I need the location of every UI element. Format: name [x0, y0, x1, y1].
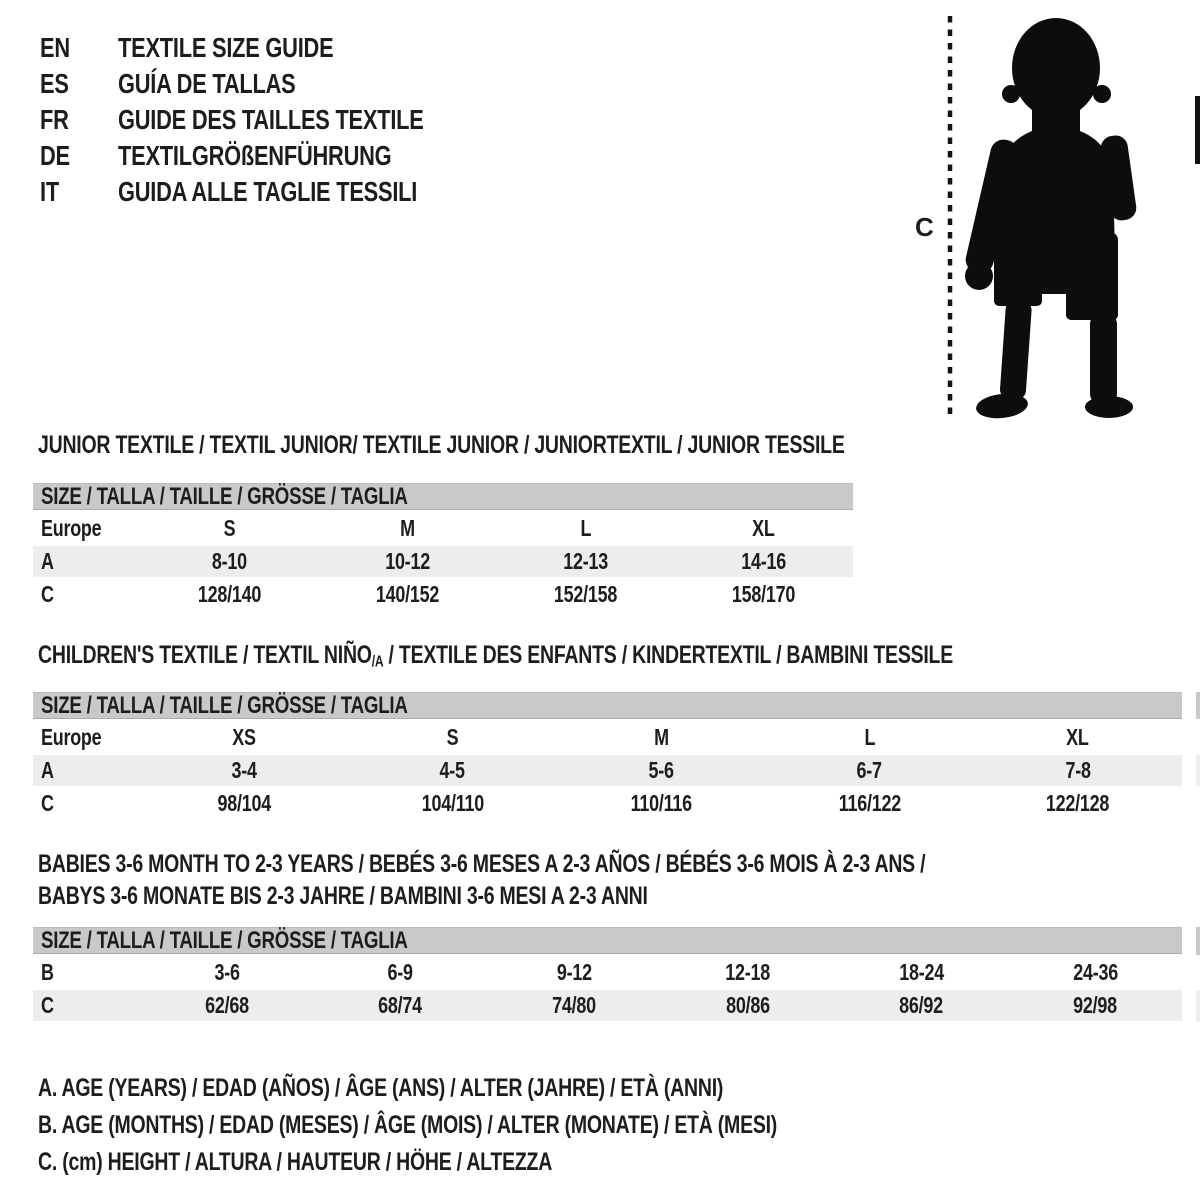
months-cell: 6-9 [387, 958, 414, 985]
size-cell: XL [752, 514, 776, 541]
dashed-height-line [946, 16, 954, 418]
row-label: C [41, 992, 54, 1018]
size-cell: S [446, 723, 459, 750]
height-cell: 116/122 [838, 790, 901, 816]
row-label: Europe [41, 723, 102, 750]
lang-row-en [40, 30, 510, 66]
height-cell: 86/92 [899, 992, 944, 1018]
height-cell: 80/86 [725, 992, 770, 1018]
edge-mark-black [1195, 96, 1200, 164]
lang-row-de [40, 138, 510, 174]
size-cell: XL [1066, 723, 1090, 750]
edge-mark-light [1196, 991, 1200, 1022]
junior-size-table [33, 483, 853, 612]
height-cell: 74/80 [552, 992, 597, 1018]
footnote-b: B. AGE (MONTHS) / EDAD (MESES) / ÂGE (MOIS) / ALTER (MONATE) / ETÀ (MESI) [38, 1111, 778, 1139]
lang-code: EN [40, 32, 70, 63]
row-label: C [41, 790, 54, 816]
height-cell: 128/140 [197, 581, 261, 607]
lang-title: TEXTILGRÖßENFÜHRUNG [118, 140, 392, 171]
junior-section-title: JUNIOR TEXTILE / TEXTIL JUNIOR/ TEXTILE JUNIOR / JUNIORTEXTIL / JUNIOR TESSILE [38, 431, 845, 459]
height-cell: 140/152 [375, 581, 439, 607]
babies-size-table [33, 927, 1182, 1021]
size-header-bar: SIZE / TALLA / TAILLE / GRÖSSE / TAGLIA [33, 483, 853, 510]
age-cell: 6-7 [856, 757, 883, 783]
table-row-a [33, 546, 853, 577]
table-row-a [33, 755, 1182, 786]
children-section-title: CHILDREN'S TEXTILE / TEXTIL $NIÑO_{/A}$ / TEXTILE DES ENFANTS / KINDERTEXTIL / BAMBINI TESSILE [38, 641, 954, 671]
lang-row-it [40, 174, 510, 210]
row-label: A [41, 757, 54, 783]
size-cell: M [653, 723, 669, 750]
age-cell: 3-4 [231, 757, 257, 783]
size-header-bar: SIZE / TALLA / TAILLE / GRÖSSE / TAGLIA [33, 692, 1182, 719]
lang-code: FR [40, 104, 69, 135]
lang-title: GUIDA ALLE TAGLIE TESSILI [118, 176, 418, 207]
months-cell: 9-12 [556, 958, 592, 985]
lang-code: ES [40, 68, 69, 99]
height-cell: 110/116 [630, 790, 692, 816]
height-cell: 92/98 [1073, 992, 1118, 1018]
size-cell: S [223, 514, 235, 541]
size-cell: L [580, 514, 591, 541]
size-cell: M [400, 514, 415, 541]
age-cell: 14-16 [741, 548, 787, 574]
row-label: B [41, 958, 54, 985]
height-cell: 158/170 [732, 581, 796, 607]
height-cell: 98/104 [217, 790, 271, 816]
footnotes [38, 1070, 986, 1181]
children-size-table [33, 692, 1182, 821]
row-label: C [41, 581, 54, 607]
table-row-europe [33, 719, 1182, 755]
table-row-c [33, 786, 1182, 821]
row-label: Europe [41, 514, 102, 541]
height-cell: 152/158 [554, 581, 618, 607]
age-cell: 7-8 [1065, 757, 1091, 783]
lang-row-es [40, 66, 510, 102]
row-label: A [41, 548, 54, 574]
lang-row-fr [40, 102, 510, 138]
height-cell: 104/110 [421, 790, 484, 816]
size-header-bar: SIZE / TALLA / TAILLE / GRÖSSE / TAGLIA [33, 927, 1182, 954]
edge-mark-light [1196, 755, 1200, 786]
age-cell: 12-13 [563, 548, 608, 574]
lang-code: DE [40, 140, 70, 171]
table-row-c [33, 990, 1182, 1021]
table-row-europe [33, 510, 853, 546]
table-row-b [33, 954, 1182, 990]
months-cell: 3-6 [214, 958, 240, 985]
height-cell: 122/128 [1046, 790, 1110, 816]
lang-title: GUÍA DE TALLAS [118, 68, 296, 99]
edge-mark-gray [1196, 927, 1200, 955]
lang-code: IT [40, 176, 59, 207]
height-cell: 68/74 [378, 992, 423, 1018]
age-cell: 5-6 [648, 757, 674, 783]
height-cell: 62/68 [204, 992, 249, 1018]
size-cell: L [864, 723, 875, 750]
language-header [40, 30, 510, 210]
footnote-c: C. (cm) HEIGHT / ALTURA / HAUTEUR / HÖHE / ALTEZZA [38, 1148, 553, 1176]
table-row-c [33, 577, 853, 612]
age-cell: 10-12 [385, 548, 430, 574]
age-cell: 4-5 [439, 757, 466, 783]
nino-a-subscript: /A [371, 653, 384, 671]
size-cell: XS [232, 723, 256, 750]
edge-mark-gray [1196, 692, 1200, 719]
toddler-silhouette-icon [962, 14, 1148, 424]
lang-title: GUIDE DES TAILLES TEXTILE [118, 104, 424, 135]
lang-title: TEXTILE SIZE GUIDE [118, 32, 334, 63]
footnote-a: A. AGE (YEARS) / EDAD (AÑOS) / ÂGE (ANS) / ALTER (JAHRE) / ETÀ (ANNI) [38, 1074, 724, 1102]
height-line-label: C [915, 212, 934, 242]
months-cell: 24-36 [1072, 958, 1118, 985]
babies-section-title [38, 848, 1176, 912]
months-cell: 18-24 [899, 958, 944, 985]
babies-title-line1: BABIES 3-6 MONTH TO 2-3 YEARS / BEBÉS 3-6 MESES A 2-3 AÑOS / BÉBÉS 3-6 MOIS À 2-3 ANS / [38, 850, 926, 878]
months-cell: 12-18 [725, 958, 771, 985]
age-cell: 8-10 [211, 548, 247, 574]
babies-title-line2: BABYS 3-6 MONATE BIS 2-3 JAHRE / BAMBINI 3-6 MESI A 2-3 ANNI [38, 882, 648, 910]
